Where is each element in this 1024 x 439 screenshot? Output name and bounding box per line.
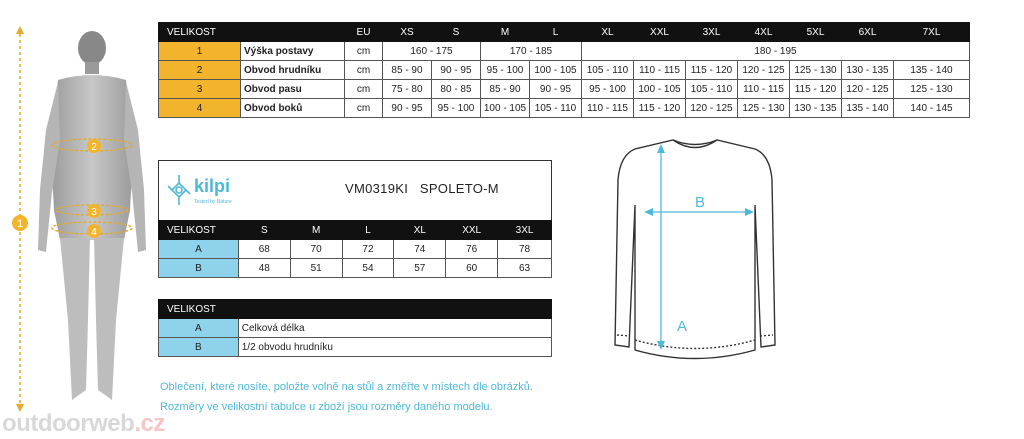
table-row [159,240,552,259]
eu-header: EU [345,23,383,42]
row-label: Obvod pasu [241,80,345,99]
value-cell: 54 [342,259,394,278]
value-cell: 80 - 85 [432,80,481,99]
value-cell: 51 [290,259,342,278]
value-cell: 68 [238,240,290,259]
watermark [2,410,165,438]
legend-table [158,299,552,357]
size-header: 5XL [790,23,842,42]
value-cell: 115 - 120 [686,61,738,80]
size-header: XXL [634,23,686,42]
size-header: S [238,221,290,240]
table-row [159,99,970,118]
value-cell: 85 - 90 [383,61,432,80]
size-header: 3XL [498,221,552,240]
value-cell: 120 - 125 [686,99,738,118]
marker-1 [12,215,28,231]
size-header: M [481,23,530,42]
row-label: B [159,259,239,278]
body-figure [0,20,160,420]
unit-cell: cm [345,80,383,99]
row-label: Obvod boků [241,99,345,118]
size-header: XXL [446,221,498,240]
value-cell: 95 - 100 [481,61,530,80]
value-cell: 130 - 135 [790,99,842,118]
value-cell: 76 [446,240,498,259]
row-label: Obvod hrudníku [241,61,345,80]
value-cell: 78 [498,240,552,259]
model-table-header [159,221,552,240]
row-label: A [159,319,239,338]
table-row [159,319,552,338]
value-cell: 110 - 115 [634,61,686,80]
model-table [158,220,552,278]
product-code: VM0319KI [345,181,409,196]
table-row [159,259,552,278]
table-row [159,42,970,61]
value-cell: 135 - 140 [894,61,970,80]
size-table [158,22,970,118]
value-cell: 130 - 135 [842,61,894,80]
value-cell: 100 - 105 [481,99,530,118]
velikost-header: VELIKOST [159,221,239,240]
value-cell: 70 [290,240,342,259]
value-cell: 100 - 105 [530,61,582,80]
value-cell: 180 - 195 [582,42,970,61]
value-cell: 140 - 145 [894,99,970,118]
size-header: 3XL [686,23,738,42]
size-header: XS [383,23,432,42]
value-cell: 85 - 90 [481,80,530,99]
size-table-header [159,23,970,42]
watermark-suffix: .cz [134,410,165,437]
row-number: 1 [159,42,241,61]
value-cell: 125 - 130 [894,80,970,99]
table-row [159,338,552,357]
value-cell: 63 [498,259,552,278]
value-cell: 90 - 95 [383,99,432,118]
value-cell: 115 - 120 [790,80,842,99]
row-label: Výška postavy [241,42,345,61]
instruction-note: Oblečení, které nosíte, položte volně na stůl a změřte v místech dle obrázků. [160,381,533,393]
row-description: 1/2 obvodu hrudníku [238,338,551,357]
shirt-diagram [605,135,785,370]
value-cell: 110 - 115 [738,80,790,99]
size-header: 6XL [842,23,894,42]
value-cell: 110 - 115 [582,99,634,118]
size-header: L [342,221,394,240]
value-cell: 90 - 95 [530,80,582,99]
svg-text:Tested by Nature: Tested by Nature [194,199,232,205]
value-cell: 105 - 110 [582,61,634,80]
value-cell: 170 - 185 [481,42,582,61]
value-cell: 95 - 100 [432,99,481,118]
value-cell: 100 - 105 [634,80,686,99]
marker-4 [87,224,101,238]
product-title [345,181,499,196]
row-number: 2 [159,61,241,80]
shirt-label-b: B [694,194,706,211]
size-header: M [290,221,342,240]
unit-cell: cm [345,99,383,118]
value-cell: 75 - 80 [383,80,432,99]
value-cell: 60 [446,259,498,278]
row-label: A [159,240,239,259]
value-cell: 57 [394,259,446,278]
marker-2 [87,139,101,153]
row-label: B [159,338,239,357]
value-cell: 115 - 120 [634,99,686,118]
marker-3 [87,204,101,218]
value-cell: 120 - 125 [738,61,790,80]
value-cell: 160 - 175 [383,42,481,61]
value-cell: 125 - 130 [738,99,790,118]
svg-text:4: 4 [91,227,97,238]
size-header: 7XL [894,23,970,42]
value-cell: 125 - 130 [790,61,842,80]
row-number: 4 [159,99,241,118]
value-cell: 74 [394,240,446,259]
value-cell: 105 - 110 [686,80,738,99]
value-cell: 135 - 140 [842,99,894,118]
velikost-header: VELIKOST [159,300,552,319]
row-description: Celková délka [238,319,551,338]
value-cell: 95 - 100 [582,80,634,99]
size-header: 4XL [738,23,790,42]
legend-table-header [159,300,552,319]
value-cell: 48 [238,259,290,278]
unit-cell: cm [345,61,383,80]
svg-text:2: 2 [91,142,97,153]
svg-text:1: 1 [16,218,24,230]
velikost-header: VELIKOST [159,23,345,42]
table-row [159,80,970,99]
unit-cell: cm [345,42,383,61]
value-cell: 105 - 110 [530,99,582,118]
row-number: 3 [159,80,241,99]
size-header: L [530,23,582,42]
svg-text:kilpi: kilpi [194,176,231,196]
size-header: XL [394,221,446,240]
value-cell: 72 [342,240,394,259]
product-name: SPOLETO-M [419,181,499,196]
size-header: XL [582,23,634,42]
value-cell: 90 - 95 [432,61,481,80]
value-cell: 120 - 125 [842,80,894,99]
model-note: Rozměry ve velikostní tabulce u zboží jsou rozměry daného modelu. [160,401,493,413]
table-row [159,61,970,80]
kilpi-logo [168,170,248,210]
size-header: S [432,23,481,42]
watermark-main: outdoorweb [2,410,135,437]
svg-text:3: 3 [91,207,97,218]
shirt-label-a: A [676,318,688,335]
